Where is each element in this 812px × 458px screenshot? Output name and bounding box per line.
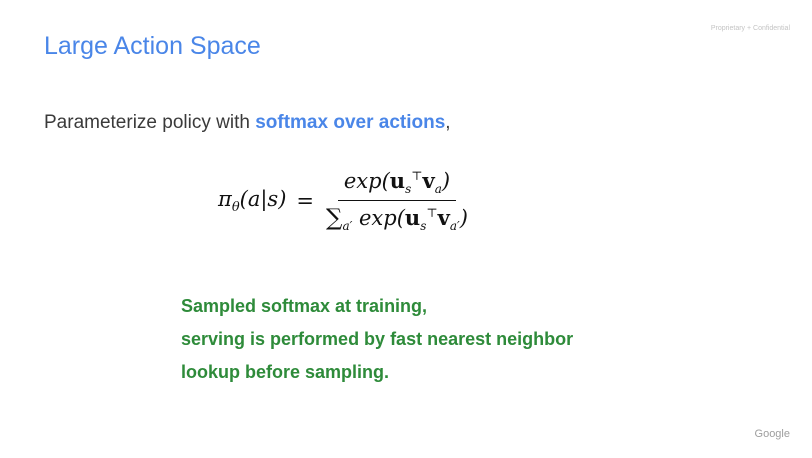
intro-prefix: Parameterize policy with — [44, 112, 256, 133]
note-line-3: lookup before sampling. — [181, 362, 390, 382]
confidential-label: Proprietary + Confidential — [710, 25, 790, 32]
slide-title: Large Action Space — [44, 32, 261, 60]
formula-numerator: $\exp(u_s^⊤v_a)$ — [338, 168, 456, 201]
intro-highlight: softmax over actions — [255, 112, 446, 133]
note-line-1: Sampled softmax at training, — [181, 296, 428, 316]
google-logo: Google — [754, 428, 790, 440]
formula-denominator: $\sum_{a'}$ $\exp(u_s^⊤v_{a'})$ — [326, 205, 468, 234]
formula-lhs: $\pi_\theta(a|s)$ — [218, 186, 287, 215]
intro-text — [44, 112, 451, 134]
softmax-formula — [218, 168, 470, 233]
formula-equals: = — [296, 188, 315, 213]
note-line-2: serving is performed by fast nearest neighbor — [181, 329, 574, 349]
formula-fraction — [324, 168, 470, 233]
intro-suffix: , — [445, 112, 451, 133]
note-text — [181, 290, 573, 389]
